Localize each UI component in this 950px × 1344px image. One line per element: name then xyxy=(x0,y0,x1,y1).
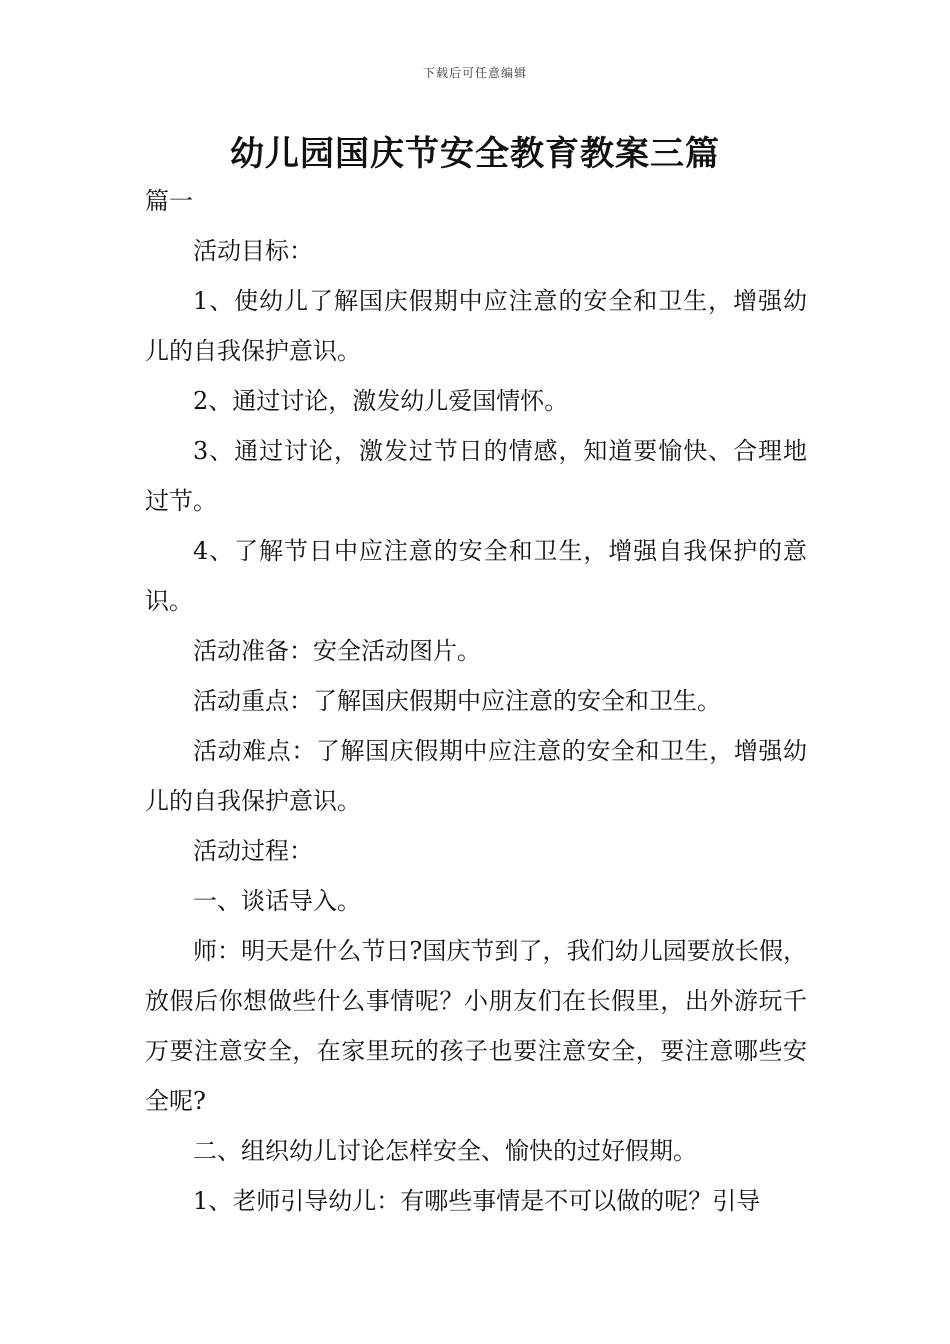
paragraph-step-2: 二、组织幼儿讨论怎样安全、愉快的过好假期。 xyxy=(193,1137,697,1165)
paragraph-teacher-talk: 师：明天是什么节日?国庆节到了，我们幼儿园要放长假，放假后你想做些什么事情呢？小朋友们在长假里，出外游玩千万要注意安全，在家里玩的孩子也要注意安全，要注意哪些安全呢? xyxy=(145,937,807,1115)
section-label: 篇一 xyxy=(145,187,193,215)
paragraph-goal-2: 2、通过讨论，激发幼儿爱国情怀。 xyxy=(193,387,569,415)
document-body xyxy=(145,176,807,1226)
paragraph-step-2-1: 1、老师引导幼儿：有哪些事情是不可以做的呢？引导 xyxy=(193,1187,761,1215)
paragraph-goal-3: 3、通过讨论，激发过节日的情感，知道要愉快、合理地过节。 xyxy=(145,437,807,515)
paragraph-preparation: 活动准备：安全活动图片。 xyxy=(193,637,481,665)
paragraph-key-point: 活动重点：了解国庆假期中应注意的安全和卫生。 xyxy=(193,687,721,715)
paragraph-activity-goals: 活动目标： xyxy=(193,237,313,265)
paragraph-step-1: 一、谈话导入。 xyxy=(193,887,361,915)
page-header-note: 下载后可任意编辑 xyxy=(422,66,527,80)
paragraph-goal-1: 1、使幼儿了解国庆假期中应注意的安全和卫生，增强幼儿的自我保护意识。 xyxy=(145,287,807,365)
paragraph-process: 活动过程： xyxy=(193,837,313,865)
paragraph-goal-4: 4、了解节日中应注意的安全和卫生，增强自我保护的意识。 xyxy=(145,537,807,615)
document-title: 幼儿园国庆节安全教育教案三篇 xyxy=(230,134,720,174)
paragraph-difficulty: 活动难点：了解国庆假期中应注意的安全和卫生，增强幼儿的自我保护意识。 xyxy=(145,737,807,815)
